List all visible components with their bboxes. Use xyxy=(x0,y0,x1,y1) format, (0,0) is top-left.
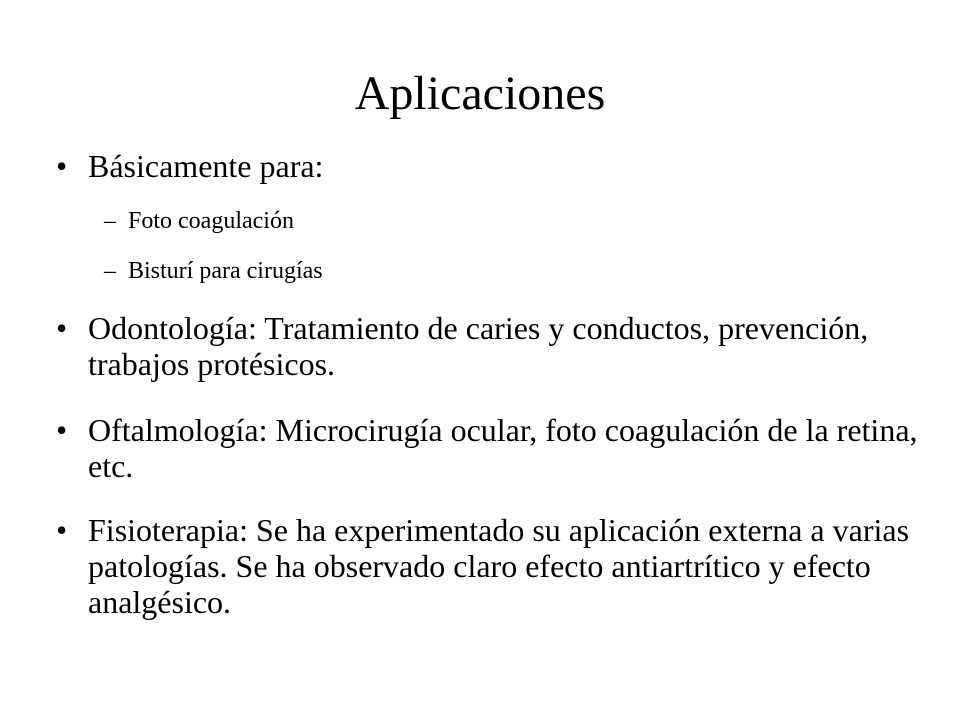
subitem-bisturi xyxy=(104,256,904,286)
bullet-item-oftalmologia xyxy=(56,412,936,484)
subitem-dash: – xyxy=(104,208,116,234)
bullet-dot: • xyxy=(56,512,68,548)
bullet-text: Fisioterapia: Se ha experimentado su aplicación externa a varias patologías. Se ha observado claro efecto antiartrítico y efecto analgésico. xyxy=(88,512,910,620)
subitem-text: Foto coagulación xyxy=(128,208,294,234)
bullet-dot: • xyxy=(56,148,68,184)
subitem-foto-coagulacion xyxy=(104,206,904,236)
bullet-dot: • xyxy=(56,310,68,346)
subitem-dash: – xyxy=(104,258,116,284)
bullet-text: Oftalmología: Microcirugía ocular, foto coagulación de la retina, etc. xyxy=(88,412,918,484)
bullet-item-basicamente xyxy=(56,148,936,184)
bullet-text: Básicamente para: xyxy=(88,148,324,184)
subitem-text: Bisturí para cirugías xyxy=(128,258,323,284)
bullet-text: Odontología: Tratamiento de caries y conductos, prevención, trabajos protésicos. xyxy=(88,310,869,382)
slide-title: Aplicaciones xyxy=(354,67,606,120)
bullet-dot: • xyxy=(56,412,68,448)
bullet-item-odontologia xyxy=(56,310,936,382)
bullet-item-fisioterapia xyxy=(56,512,936,620)
